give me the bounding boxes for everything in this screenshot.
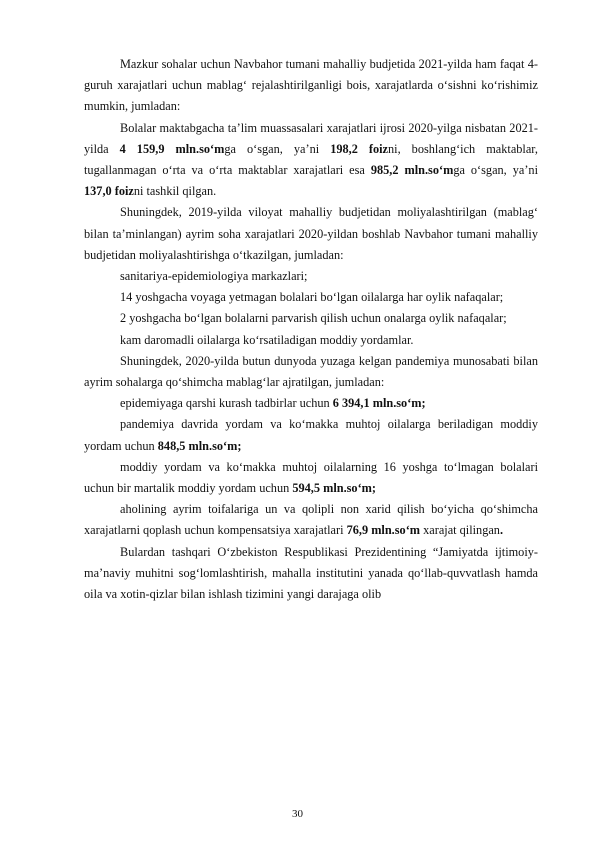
document-body	[84, 54, 538, 605]
list-item-epidemic-measures: epidemiyaga qarshi kurash tadbirlar uchun 6 394,1 mln.so‘m;	[120, 396, 426, 411]
list-item-one-time-aid: moddiy yordam va ko‘makka muhtoj oilalarning 16 yoshga to‘lmagan bolalari uchun bir martalik moddiy yordam uchun 594,5 mln.so‘m;	[84, 459, 538, 496]
list-item-pandemic-aid: pandemiya davrida yordam va ko‘makka muhtoj oilalarga beriladigan moddiy yordam uchun 848,5 mln.so‘m;	[84, 417, 538, 453]
page-number: 30	[292, 808, 303, 820]
list-item-child-care-2: 2 yoshgacha bo‘lgan bolalarni parvarish qilish uchun onalarga oylik nafaqalar;	[120, 311, 507, 326]
paragraph-final: Bulardan tashqari O‘zbekiston Respublikasi Prezidentining “Jamiyatda ijtimoiy-ma’naviy muhitni sog‘lomlashtirish, mahalla institutini yanada qo‘llab-quvvatlash hamda oila va xotin-qizlar bilan ishlash tizimini yangi darajaga olib	[84, 544, 538, 602]
paragraph-pandemic: Shuningdek, 2020-yilda butun dunyoda yuzaga kelgan pandemiya munosabati bilan ayrim sohalarga qo‘shimcha mablag‘lar ajratilgan, jumladan:	[84, 353, 538, 390]
list-item-bread-compensation: aholining ayrim toifalariga un va qolipli non xarid qilish bo‘yicha qo‘shimcha xarajatlarni qoplash uchun kompensatsiya xarajatlari 76,9 mln.so‘m xarajat qilingan.	[84, 502, 538, 538]
paragraph-1: Mazkur sohalar uchun Navbahor tumani mahalliy budjetida 2021-yilda ham faqat 4-guruh xarajatlari uchun mablag‘ rejalashtirilganligi bois, xarajatlarda o‘sishni ko‘rishimiz mumkin, jumladan:	[84, 57, 538, 114]
list-item-sanitation: sanitariya-epidemiologiya markazlari;	[120, 269, 308, 284]
paragraph-3: Shuningdek, 2019-yilda viloyat mahalliy budjetidan moliyalashtirilgan (mablag‘ bilan ta’minlangan) ayrim soha xarajatlari 2020-yildan boshlab Navbahor tumani mahalliy budjetidan moliyalashtirishga o‘tkazilgan, jumladan:	[84, 205, 538, 262]
list-item-child-allowance-14: 14 yoshgacha voyaga yetmagan bolalari bo‘lgan oilalarga har oylik nafaqalar;	[120, 290, 504, 305]
list-item-low-income-aid: kam daromadli oilalarga ko‘rsatiladigan moddiy yordamlar.	[120, 332, 414, 347]
paragraph-2: Bolalar maktabgacha ta’lim muassasalari xarajatlari ijrosi 2020-yilga nisbatan 2021-yilda 4 159,9 mln.so‘mga o‘sgan, ya’ni 198,2 foizni, boshlang‘ich maktablar, tugallanmagan o‘rta va o‘rta maktablar xarajatlari esa 985,2 mln.so‘mga o‘sgan, ya’ni 137,0 foizni tashkil qilgan.	[84, 120, 538, 199]
